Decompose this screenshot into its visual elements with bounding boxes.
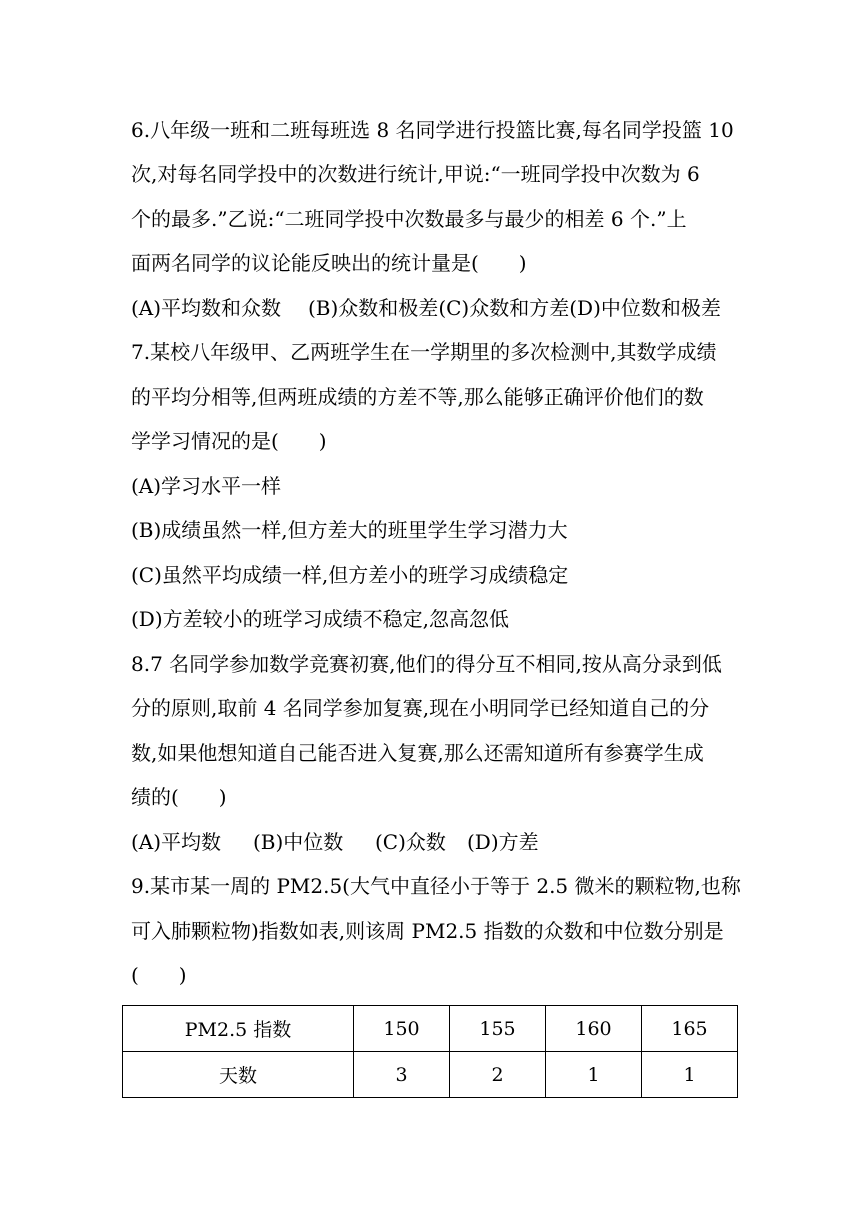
q7-text-line-3: 学学习情况的是( ) <box>131 429 327 453</box>
table-cell: 160 <box>546 1006 642 1052</box>
q8-text-line-2: 分的原则,取前 4 名同学参加复赛,现在小明同学已经知道自己的分 <box>131 696 710 720</box>
table-cell: 1 <box>546 1052 642 1098</box>
table-row <box>123 1006 738 1052</box>
q7-option-a: (A)学习水平一样 <box>131 474 282 498</box>
q6-text-line-3: 个的最多.”乙说:“二班同学投中次数最多与最少的相差 6 个.”上 <box>131 207 687 231</box>
days-header: 天数 <box>123 1052 354 1098</box>
table-cell: 2 <box>450 1052 546 1098</box>
q6-option-b: (B)众数和极差 <box>308 296 439 320</box>
q7-option-c: (C)虽然平均成绩一样,但方差小的班学习成绩稳定 <box>131 563 569 587</box>
q6-text-line-2: 次,对每名同学投中的次数进行统计,甲说:“一班同学投中次数为 6 <box>131 162 700 186</box>
q9-text-line-1: 9.某市某一周的 PM2.5(大气中直径小于等于 2.5 微米的颗粒物,也称 <box>131 874 741 898</box>
q9-text-line-2: 可入肺颗粒物)指数如表,则该周 PM2.5 指数的众数和中位数分别是 <box>131 919 724 943</box>
q8-text-line-4: 绩的( ) <box>131 785 227 809</box>
q6-option-a: (A)平均数和众数 <box>131 296 282 320</box>
q8-option-b: (B)中位数 <box>253 830 344 854</box>
q7-text-line-2: 的平均分相等,但两班成绩的方差不等,那么能够正确评价他们的数 <box>131 385 704 409</box>
q8-options <box>131 830 731 854</box>
q8-option-c: (C)众数 <box>375 830 446 854</box>
q7-option-d: (D)方差较小的班学习成绩不稳定,忽高忽低 <box>131 607 509 631</box>
pm25-table <box>122 1005 738 1098</box>
q8-option-d: (D)方差 <box>467 830 539 854</box>
table-cell: 165 <box>642 1006 738 1052</box>
pm25-index-header: PM2.5 指数 <box>123 1006 354 1052</box>
q9-text-line-3: ( ) <box>131 963 187 987</box>
table-cell: 1 <box>642 1052 738 1098</box>
q7-option-b: (B)成绩虽然一样,但方差大的班里学生学习潜力大 <box>131 518 568 542</box>
q8-text-line-1: 8.7 名同学参加数学竞赛初赛,他们的得分互不相同,按从高分录到低 <box>131 652 722 676</box>
table-cell: 150 <box>354 1006 450 1052</box>
q6-option-c: (C)众数和方差 <box>438 296 570 320</box>
q7-text-line-1: 7.某校八年级甲、乙两班学生在一学期里的多次检测中,其数学成绩 <box>131 340 717 364</box>
q6-option-d: (D)中位数和极差 <box>569 296 721 320</box>
q8-text-line-3: 数,如果他想知道自己能否进入复赛,那么还需知道所有参赛学生成 <box>131 741 704 765</box>
table-row <box>123 1052 738 1098</box>
table-cell: 155 <box>450 1006 546 1052</box>
q6-text-line-4: 面两名同学的议论能反映出的统计量是( ) <box>131 251 527 275</box>
q8-option-a: (A)平均数 <box>131 830 222 854</box>
q6-text-line-1: 6.八年级一班和二班每班选 8 名同学进行投篮比赛,每名同学投篮 10 <box>131 118 734 142</box>
q6-options <box>131 296 731 320</box>
table-cell: 3 <box>354 1052 450 1098</box>
